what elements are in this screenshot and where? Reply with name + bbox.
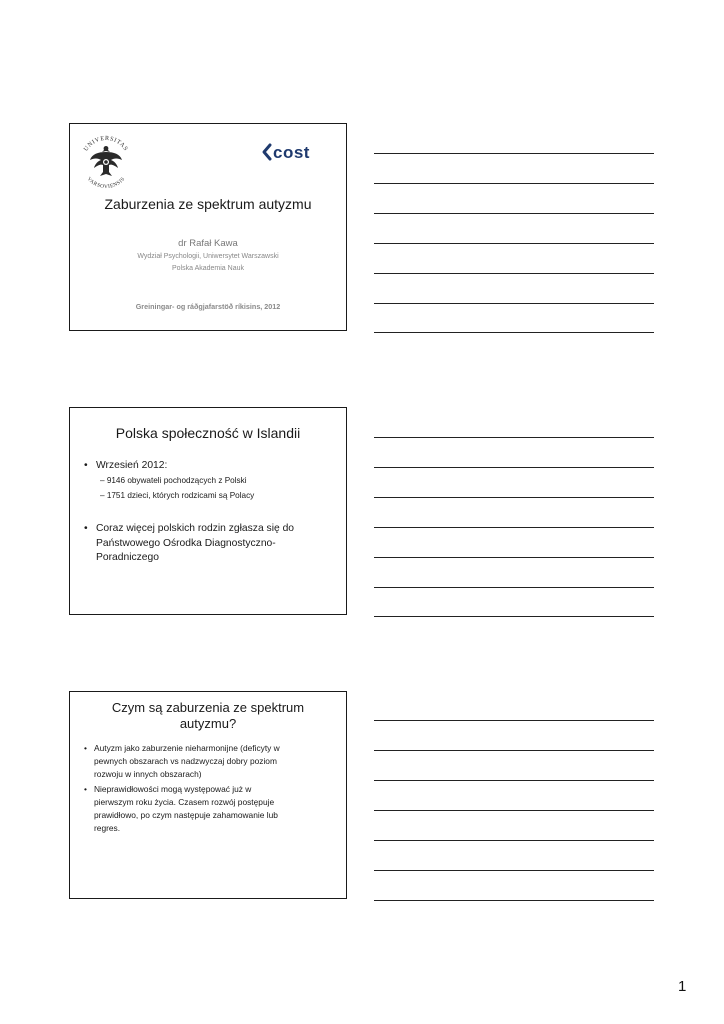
- bullet-text-line-4: regres.: [94, 823, 121, 833]
- note-line: [374, 467, 654, 468]
- slide-1-author: dr Rafał Kawa: [178, 238, 238, 249]
- note-line: [374, 750, 654, 751]
- bullet-dot: •: [84, 743, 87, 753]
- note-line: [374, 437, 654, 438]
- bullet-text-line-2: pierwszym roku życia. Czasem rozwój postępuje: [94, 797, 275, 807]
- cost-logo-text: cost: [273, 143, 310, 162]
- slide-1-title: Zaburzenia ze spektrum autyzmu: [104, 196, 312, 212]
- slide-2-title: Polska społeczność w Islandii: [115, 425, 301, 441]
- note-line: [374, 870, 654, 871]
- bullet-dot: •: [84, 523, 88, 534]
- slide-2-bullet-1: [84, 459, 167, 474]
- bullet-text-line-3: Poradniczego: [96, 552, 159, 563]
- slide-2: [69, 407, 347, 615]
- seal-text-top: UNIVERSITAS: [82, 134, 130, 153]
- note-line: [374, 303, 654, 304]
- slide-2-bullet-2: [84, 522, 294, 566]
- slide-1-affiliation-1: Wydział Psychologii, Uniwersytet Warszawski: [137, 253, 279, 260]
- bullet-dot: •: [84, 460, 88, 471]
- note-line: [374, 213, 654, 214]
- note-line: [374, 780, 654, 781]
- note-line: [374, 900, 654, 901]
- seal-text-bottom: VARSOVIENSIS: [85, 176, 127, 190]
- note-line: [374, 557, 654, 558]
- note-line: [374, 273, 654, 274]
- slide-3-bullet-2: [84, 783, 334, 835]
- note-line: [374, 243, 654, 244]
- bullet-text-line-3: prawidłowo, po czym następuje zahamowanie lub: [94, 810, 278, 820]
- bullet-text-line-2: Państwowego Ośrodka Diagnostyczno-: [96, 537, 276, 549]
- note-line: [374, 497, 654, 498]
- note-line: [374, 587, 654, 588]
- note-line: [374, 720, 654, 721]
- slide-2-sub-bullet-1: – 9146 obywateli pochodzących z Polski: [100, 476, 247, 485]
- slide-3-bullet-1: [84, 742, 334, 781]
- bullet-text-line-3: rozwoju w innych obszarach): [94, 769, 202, 779]
- slide-1: [69, 123, 347, 331]
- cost-logo-icon: [260, 140, 332, 164]
- university-seal-icon: [76, 130, 136, 190]
- slide-3: [69, 691, 347, 899]
- note-line: [374, 616, 654, 617]
- note-line: [374, 332, 654, 333]
- bullet-text-line-1: Nieprawidłowości mogą występować już w: [94, 784, 252, 794]
- bullet-text-line-2: pewnych obszarach vs nadzwyczaj dobry poziom: [94, 756, 277, 766]
- note-line: [374, 810, 654, 811]
- slide-3-title-line-2: autyzmu?: [179, 716, 237, 731]
- slide-2-sub-bullet-2: – 1751 dzieci, których rodzicami są Polacy: [100, 491, 255, 500]
- note-line: [374, 153, 654, 154]
- note-line: [374, 527, 654, 528]
- note-line: [374, 840, 654, 841]
- bullet-text-line-1: Coraz więcej polskich rodzin zgłasza się do: [96, 523, 295, 534]
- slide-1-footer: Greiningar- og ráðgjafarstöð ríkisins, 2012: [135, 302, 281, 311]
- note-line: [374, 183, 654, 184]
- bullet-text-line-1: Autyzm jako zaburzenie nieharmonijne (deficyty w: [94, 743, 280, 753]
- page-number: 1: [678, 978, 687, 995]
- svg-text:VARSOVIENSIS: [86, 176, 127, 190]
- slide-3-title: [90, 700, 326, 732]
- slide-1-affiliation-2: Polska Akademia Nauk: [172, 265, 244, 272]
- slide-3-title-line-1: Czym są zaburzenia ze spektrum: [111, 700, 305, 715]
- bullet-text: Wrzesień 2012:: [96, 460, 168, 471]
- bullet-dot: •: [84, 784, 87, 794]
